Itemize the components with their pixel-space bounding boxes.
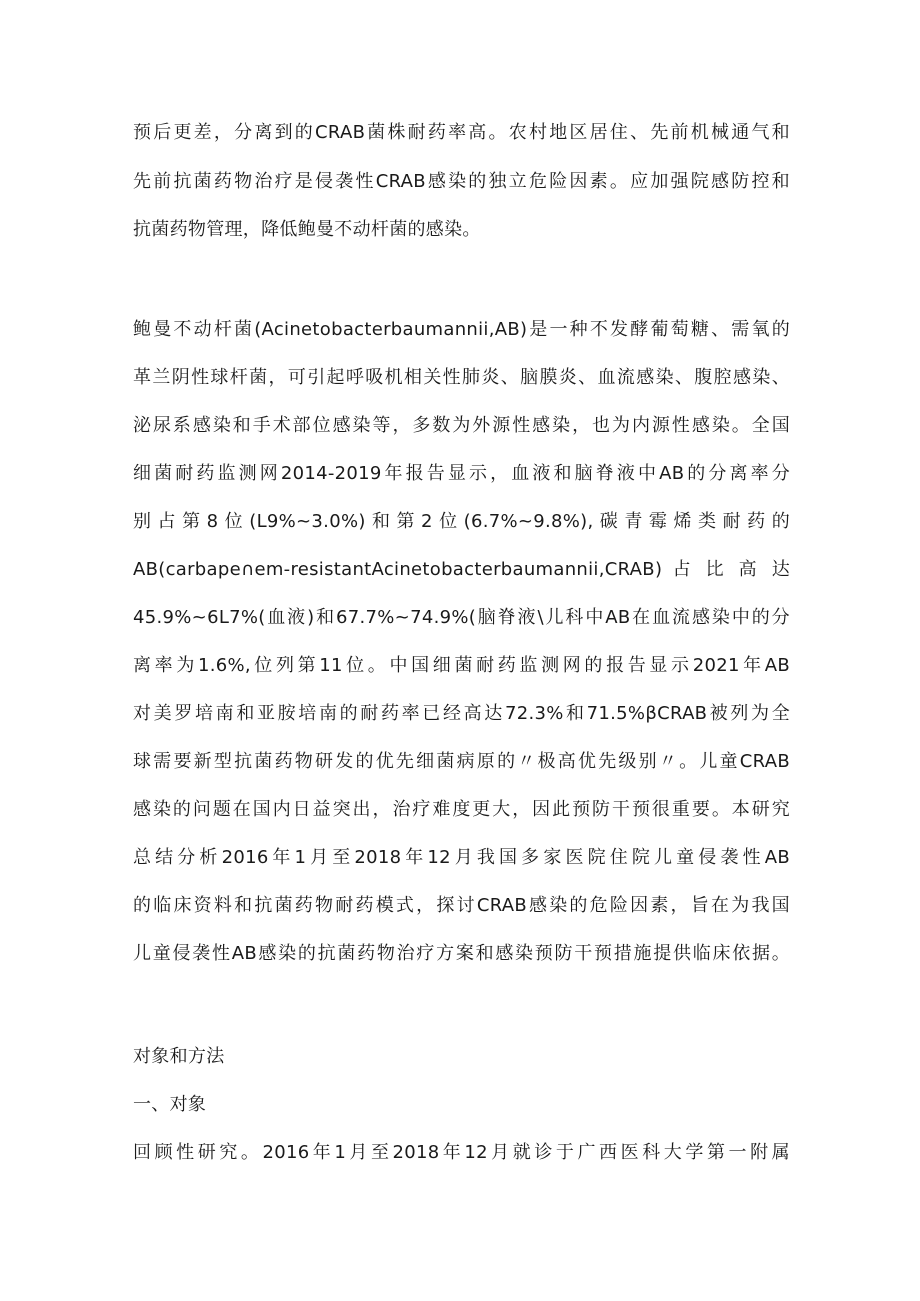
- section-heading: 对象和方法: [133, 1046, 225, 1067]
- paragraph-1-line-3: 抗菌药物管理，降低鲍曼不动杆菌的感染。: [133, 219, 481, 240]
- paragraph-2-line-7: 45.9%~6L7%(血液)和67.7%~74.9%(脑脊液\儿科中AB在血流感染中的分: [133, 607, 790, 628]
- paragraph-2-line-11: 感染的问题在国内日益突出，治疗难度更大，因此预防干预很重要。本研究: [133, 799, 790, 820]
- paragraph-2-line-12: 总结分析2016年1月至2018年12月我国多家医院住院儿童侵袭性AB: [133, 847, 790, 868]
- paragraph-2-line-9: 对美罗培南和亚胺培南的耐药率已经高达72.3%和71.5%βCRAB被列为全: [133, 703, 790, 724]
- paragraph-2-line-14: 儿童侵袭性AB感染的抗菌药物治疗方案和感染预防干预措施提供临床依据。: [133, 943, 790, 964]
- paragraph-2-line-3: 泌尿系感染和手术部位感染等，多数为外源性感染，也为内源性感染。全国: [133, 415, 790, 436]
- paragraph-2-line-10: 球需要新型抗菌药物研发的优先细菌病原的〃极高优先级别〃。儿童CRAB: [133, 751, 790, 772]
- paragraph-1-line-2: 先前抗菌药物治疗是侵袭性CRAB感染的独立危险因素。应加强院感防控和: [133, 171, 790, 192]
- paragraph-2-line-13: 的临床资料和抗菌药物耐药模式，探讨CRAB感染的危险因素，旨在为我国: [133, 895, 790, 916]
- paragraph-2-line-8: 离率为1.6%,位列第11位。中国细菌耐药监测网的报告显示2021年AB: [133, 655, 790, 676]
- paragraph-2-line-5: 别占第8位(L9%~3.0%)和第2位(6.7%~9.8%),碳青霉烯类耐药的: [133, 511, 790, 532]
- paragraph-2-line-4: 细菌耐药监测网2014-2019年报告显示，血液和脑脊液中AB的分离率分: [133, 463, 790, 484]
- paragraph-1-line-1: 预后更差，分离到的CRAB菌株耐药率高。农村地区居住、先前机械通气和: [133, 122, 790, 143]
- paragraph-3-line-1: 回顾性研究。2016年1月至2018年12月就诊于广西医科大学第一附属: [133, 1142, 790, 1163]
- subsection-heading: 一、对象: [133, 1094, 207, 1115]
- paragraph-2-line-1: 鲍曼不动杆菌(Acinetobacterbaumannii,AB)是一种不发酵葡萄糖、需氧的: [133, 319, 790, 340]
- paragraph-2-line-6: AB(carbape∩em-resistantAcinetobacterbaumannii,CRAB) 占 比 高 达: [133, 559, 790, 580]
- paragraph-2-line-2: 革兰阴性球杆菌，可引起呼吸机相关性肺炎、脑膜炎、血流感染、腹腔感染、: [133, 367, 790, 388]
